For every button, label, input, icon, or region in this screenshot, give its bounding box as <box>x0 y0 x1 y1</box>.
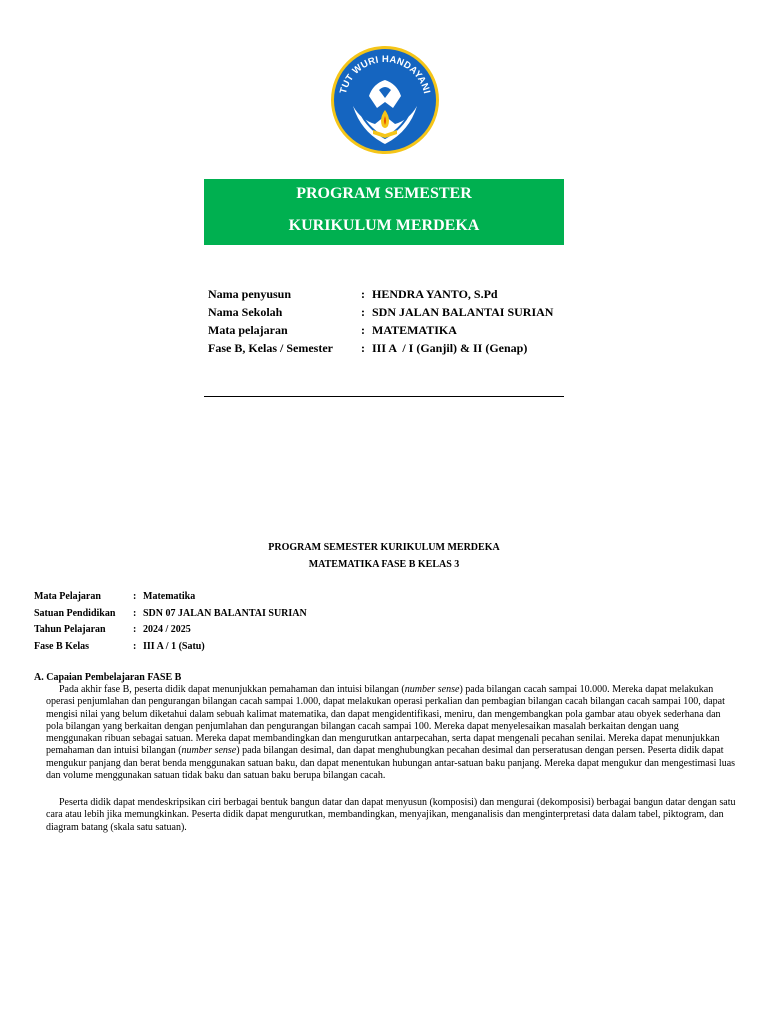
cover-info-label: Nama Sekolah <box>208 305 283 319</box>
section-a-paragraph-2: Peserta didik dapat mendeskripsikan ciri berbagai bentuk bangun datar dan dapat menyusun (komposisi) dan mengurai (dekomposisi) berbagai bangun datar dengan satu cara atau lebih jika memungkinkan. Peserta didik dapat mengurutkan, membandingkan, menyajikan, menganalisis dan menginterpretasi data dalam tabel, piktogram, dan diagram batang (skala satu satuan). <box>46 797 736 833</box>
meta-label: Mata Pelajaran <box>34 591 101 602</box>
meta-value: 2024 / 2025 <box>143 624 191 635</box>
document-meta <box>34 589 307 655</box>
meta-label: Satuan Pendidikan <box>34 607 116 619</box>
cover-title-banner <box>204 179 564 245</box>
cover-info-label: Nama penyusun <box>208 287 292 301</box>
tut-wuri-handayani-logo <box>329 44 441 156</box>
cover-info-row: Fase B, Kelas / Semester : III A / I (Ganjil) & II (Genap) <box>208 341 528 355</box>
meta-value: SDN 07 JALAN BALANTAI SURIAN <box>143 607 307 619</box>
section-a-heading: A. Capaian Pembelajaran FASE B <box>34 672 182 683</box>
cover-divider <box>204 396 564 397</box>
cover-info-row: Mata pelajaran : MATEMATIKA <box>208 323 457 337</box>
meta-row: Fase B Kelas : III A / 1 (Satu) <box>34 639 307 656</box>
meta-row: Tahun Pelajaran : 2024 / 2025 <box>34 622 307 639</box>
cover-info-value: III A / I (Ganjil) & II (Genap) <box>372 341 528 355</box>
cover-info <box>208 285 553 357</box>
meta-value: III A / 1 (Satu) <box>143 640 205 652</box>
cover-info-value: SDN JALAN BALANTAI SURIAN <box>372 305 554 319</box>
cover-title-line1: PROGRAM SEMESTER <box>296 185 472 202</box>
cover-info-value: HENDRA YANTO, S.Pd <box>372 287 498 301</box>
cover-info-row: Nama Sekolah : SDN JALAN BALANTAI SURIAN <box>208 305 554 319</box>
document-subtitle: MATEMATIKA FASE B KELAS 3 <box>308 559 460 570</box>
section-a-paragraph-1: Pada akhir fase B, peserta didik dapat menunjukkan pemahaman dan intuisi bilangan (number sense) pada bilangan cacah sampai 10.000. Mereka dapat melakukan operasi penjumlahan dan pengurangan bilangan cacah sampai 1.000, dapat melakukan operasi perkalian dan pembagian bilangan cacah bilangan cacah sampai 100, dapat mengisi nilai yang belum diketahui dalam sebuah kalimat matematika, dan dapat mengidentifikasi, meniru, dan mengembangkan pola gambar atau obyek sederhana dan pola bilangan yang berkaitan dengan penjumlahan dan pengurangan bilangan cacah sampai 100. Mereka dapat menyelesaikan masalah berkaitan dengan uang menggunakan ribuan sebagai satuan. Mereka dapat membandingkan dan mengurutkan antarpecahan, serta dapat mengenali pecahan senilai. Mereka dapat menunjukkan pemahaman dan intuisi bilangan (number sense) pada bilangan desimal, dan dapat menghubungkan pecahan desimal dan perseratusan dengan persen. Peserta didik dapat mengukur panjang dan berat benda menggunakan satuan baku, dan dapat menentukan hubungan antar-satuan baku panjang. Mereka dapat mengukur dan mengestimasi luas dan volume menggunakan satuan tidak baku dan satuan baku berupa bilangan cacah. <box>46 684 736 782</box>
meta-row: Mata Pelajaran : Matematika <box>34 589 307 606</box>
cover-info-row: Nama penyusun : HENDRA YANTO, S.Pd <box>208 287 498 301</box>
cover-title-line2: KURIKULUM MERDEKA <box>288 217 480 234</box>
meta-value: Matematika <box>143 591 196 602</box>
document-title: PROGRAM SEMESTER KURIKULUM MERDEKA <box>268 542 500 553</box>
cover-info-label: Mata pelajaran <box>208 323 288 337</box>
meta-label: Fase B Kelas <box>34 640 89 652</box>
meta-row: Satuan Pendidikan : SDN 07 JALAN BALANTAI SURIAN <box>34 606 307 623</box>
logo-motto-text: TUT WURI HANDAYANI <box>337 53 433 96</box>
meta-label: Tahun Pelajaran <box>34 624 106 635</box>
cover-info-value: MATEMATIKA <box>372 323 457 337</box>
cover-info-label: Fase B, Kelas / Semester <box>208 341 333 355</box>
